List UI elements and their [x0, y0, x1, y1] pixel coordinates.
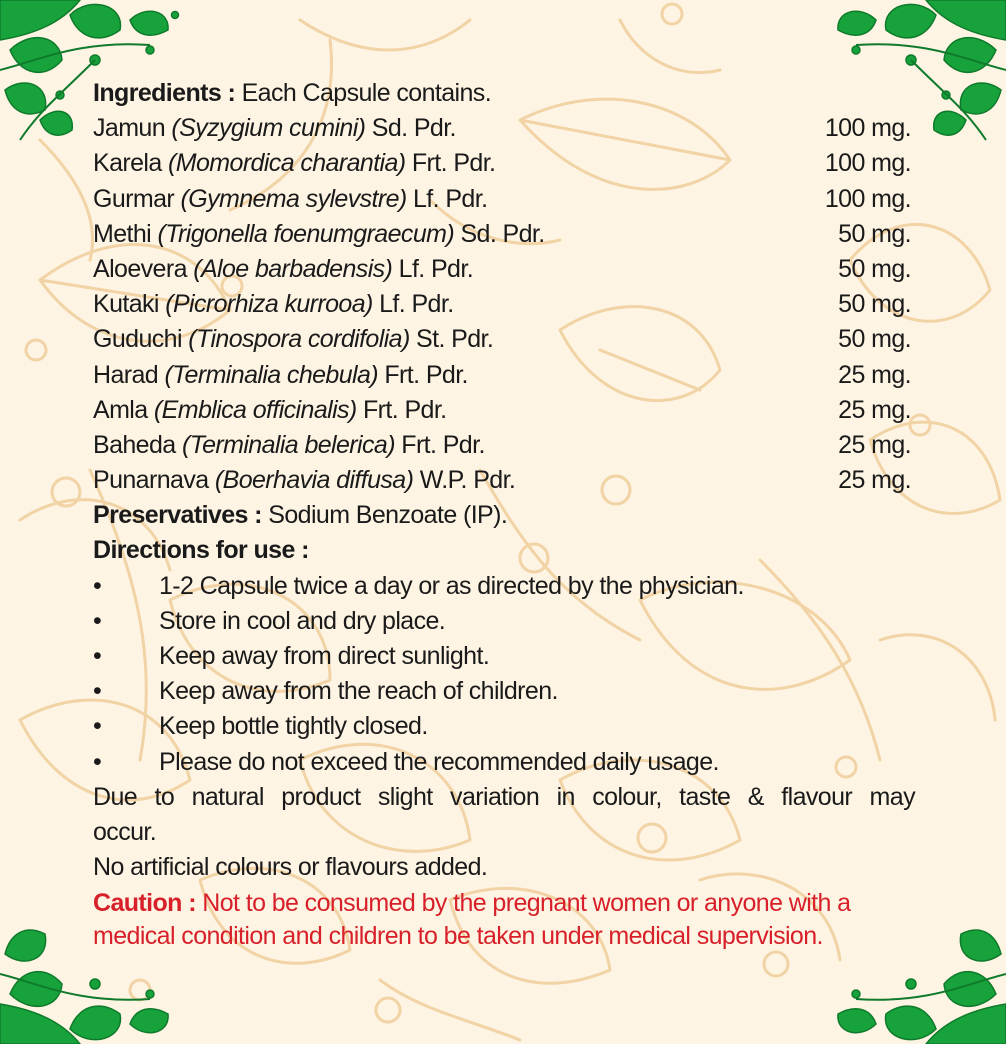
direction-text: Please do not exceed the recommended daily usage. — [159, 747, 719, 776]
variation-note-line2: occur. — [93, 817, 157, 846]
ingredient-row — [93, 358, 915, 393]
label-content — [93, 76, 915, 953]
ingredient-name: Aloevera — [93, 254, 187, 283]
list-item — [93, 674, 915, 709]
ingredient-quantity: 50 mg. — [838, 254, 911, 283]
direction-text: Store in cool and dry place. — [159, 606, 446, 635]
ingredient-part: Frt. Pdr. — [401, 430, 485, 459]
ingredient-botanical: (Trigonella foenumgraecum) — [157, 219, 455, 248]
ingredient-part: Lf. Pdr. — [413, 184, 488, 213]
ingredient-quantity: 100 mg. — [824, 114, 911, 143]
ingredient-part: Lf. Pdr. — [398, 254, 474, 283]
ingredient-name: Methi — [93, 219, 152, 248]
ingredient-quantity: 25 mg. — [838, 395, 911, 424]
ingredient-part: Frt. Pdr. — [363, 395, 447, 424]
caution-text-1: Not to be consumed by the pregnant women or anyone with a — [202, 889, 851, 918]
ingredient-botanical: (Picrorhiza kurrooa) — [165, 290, 373, 319]
ingredient-part: W.P. Pdr. — [419, 466, 516, 495]
preservatives-label: Preservatives : — [93, 501, 262, 530]
directions-heading: Directions for use : — [93, 536, 309, 565]
no-artificial-note: No artificial colours or flavours added. — [93, 853, 488, 882]
list-item — [93, 569, 915, 604]
ingredient-quantity: 25 mg. — [838, 466, 911, 495]
ingredient-row — [93, 146, 915, 181]
caution-line1 — [93, 887, 915, 920]
ingredient-row — [93, 182, 915, 217]
ingredient-botanical: (Tinospora cordifolia) — [188, 325, 410, 354]
ingredients-list — [93, 111, 915, 498]
direction-text: Keep away from the reach of children. — [159, 677, 558, 706]
ingredient-quantity: 100 mg. — [824, 184, 911, 213]
caution-label: Caution : — [93, 889, 196, 918]
bullet-icon: • — [93, 712, 102, 741]
ingredient-part: Frt. Pdr. — [411, 149, 496, 178]
ingredient-quantity: 50 mg. — [838, 290, 911, 319]
ingredient-row — [93, 252, 915, 287]
ingredient-part: Sd. Pdr. — [460, 219, 545, 248]
direction-text: Keep bottle tightly closed. — [159, 712, 428, 741]
preservatives-value: Sodium Benzoate (IP). — [268, 501, 508, 530]
ingredient-row — [93, 287, 915, 322]
ingredient-quantity: 100 mg. — [824, 149, 911, 178]
bullet-icon: • — [93, 606, 102, 635]
variation-note-line1: Due to natural product slight variation in colour, taste & flavour may — [93, 782, 915, 811]
ingredients-label: Ingredients : — [93, 79, 236, 107]
bullet-icon: • — [93, 677, 102, 706]
list-item — [93, 604, 915, 639]
ingredient-part: St. Pdr. — [416, 325, 494, 354]
ingredient-botanical: (Syzygium cumini) — [171, 114, 366, 143]
ingredient-part: Sd. Pdr. — [371, 114, 456, 143]
ingredient-row — [93, 463, 915, 498]
ingredient-botanical: (Momordica charantia) — [168, 149, 406, 178]
ingredient-name: Jamun — [93, 114, 166, 143]
ingredient-botanical: (Terminalia belerica) — [181, 430, 395, 459]
ingredient-name: Kutaki — [93, 290, 159, 319]
ingredient-part: Frt. Pdr. — [384, 360, 468, 389]
bullet-icon: • — [93, 571, 102, 600]
list-item — [93, 745, 915, 780]
ingredient-quantity: 50 mg. — [838, 219, 911, 248]
ingredient-quantity: 25 mg. — [838, 360, 911, 389]
direction-text: Keep away from direct sunlight. — [159, 642, 490, 670]
list-item — [93, 709, 915, 744]
ingredient-name: Baheda — [93, 430, 176, 459]
ingredient-botanical: (Emblica officinalis) — [153, 395, 357, 424]
caution-notice — [93, 887, 915, 953]
ingredient-row — [93, 322, 915, 357]
ingredient-quantity: 25 mg. — [838, 430, 911, 459]
ingredient-row — [93, 111, 915, 146]
preservatives-line — [93, 498, 915, 533]
ingredient-botanical: (Gymnema sylevstre) — [180, 184, 407, 213]
ingredient-botanical: (Boerhavia diffusa) — [214, 466, 414, 495]
list-item — [93, 639, 915, 674]
ingredients-intro: Each Capsule contains. — [241, 79, 492, 107]
caution-line2: medical condition and children to be taken under medical supervision. — [93, 922, 823, 951]
directions-list — [93, 569, 915, 780]
ingredient-name: Karela — [93, 149, 162, 178]
ingredient-name: Harad — [93, 360, 159, 389]
bullet-icon: • — [93, 747, 102, 776]
ingredient-botanical: (Aloe barbadensis) — [193, 254, 393, 283]
ingredient-name: Amla — [93, 395, 148, 424]
ingredient-name: Gurmar — [93, 184, 175, 213]
ingredient-botanical: (Terminalia chebula) — [164, 360, 379, 389]
ingredient-row — [93, 428, 915, 463]
ingredient-row — [93, 217, 915, 252]
ingredient-name: Guduchi — [93, 325, 182, 354]
ingredients-heading — [93, 76, 915, 111]
ingredient-name: Punarnava — [93, 466, 209, 495]
ingredient-row — [93, 393, 915, 428]
bullet-icon: • — [93, 642, 102, 670]
ingredient-quantity: 50 mg. — [838, 325, 911, 354]
direction-text: 1-2 Capsule twice a day or as directed by the physician. — [159, 571, 744, 600]
ingredient-part: Lf. Pdr. — [379, 290, 454, 319]
